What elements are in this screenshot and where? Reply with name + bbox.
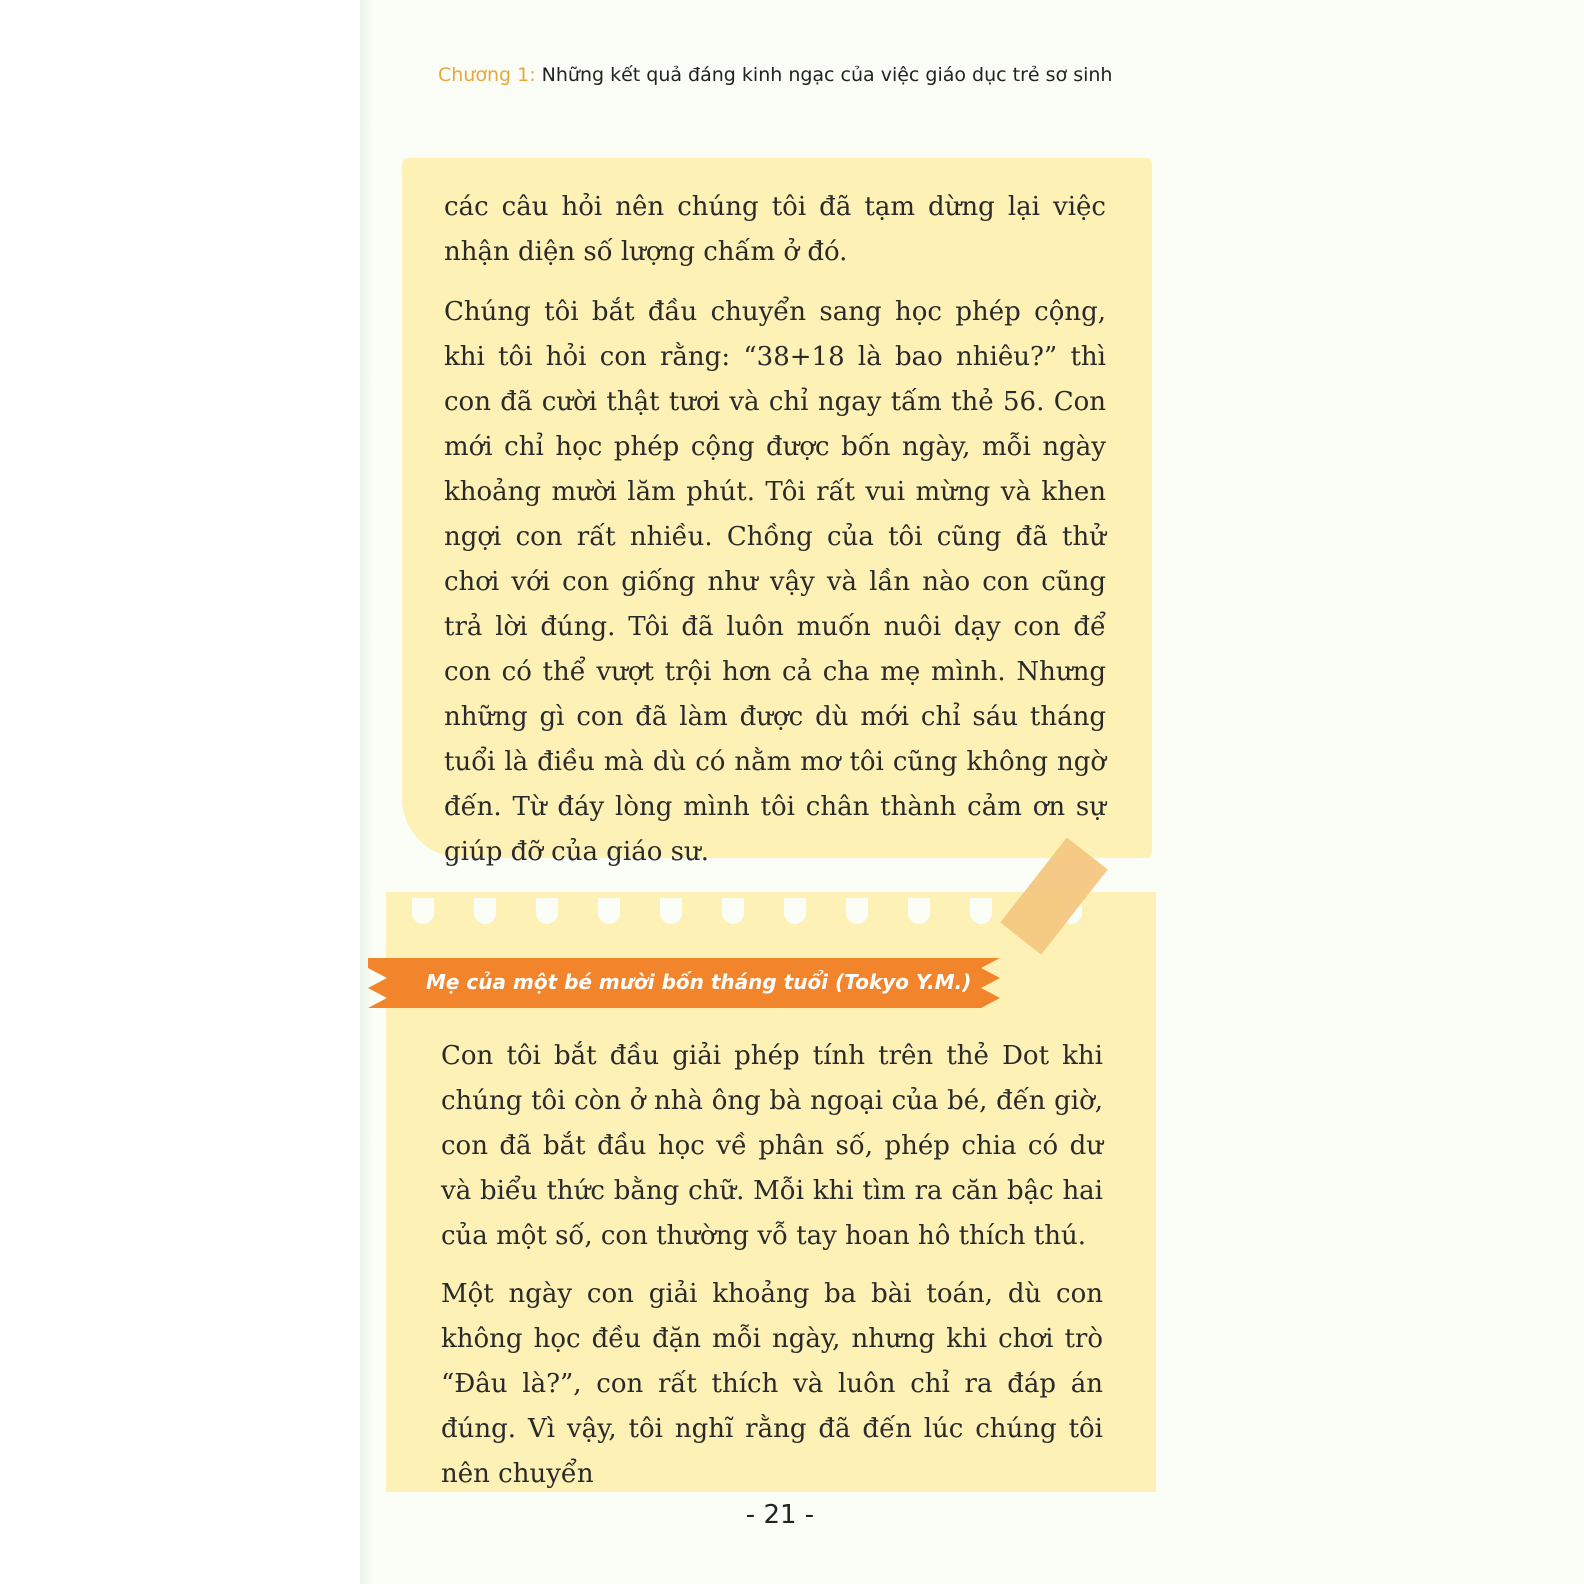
notebook-hole — [660, 898, 682, 924]
note1-paragraph-1: các câu hỏi nên chúng tôi đã tạm dừng lại việc nhận diện số lượng chấm ở đó. — [444, 192, 1106, 267]
chapter-label: Chương 1: — [438, 64, 536, 86]
notebook-hole — [722, 898, 744, 924]
notebook-hole — [598, 898, 620, 924]
notebook-hole — [908, 898, 930, 924]
page-gutter — [360, 0, 374, 1584]
note2-paragraph-1: Con tôi bắt đầu giải phép tính trên thẻ Dot khi chúng tôi còn ở nhà ông bà ngoại của bé, đến giờ, con đã bắt đầu học về phân số, phép chia có dư và biểu thức bằng chữ. Mỗi khi tìm ra căn bậc hai của một số, con thường vỗ tay hoan hô thích thú. — [441, 1041, 1103, 1251]
notebook-hole — [784, 898, 806, 924]
notebook-hole — [412, 898, 434, 924]
author-caption: Mẹ của một bé mười bốn tháng tuổi (Tokyo Y.M.) — [426, 970, 972, 994]
notebook-hole — [970, 898, 992, 924]
notebook-hole — [846, 898, 868, 924]
page-number: - 21 - — [745, 1500, 815, 1530]
note2-paragraph-2: Một ngày con giải khoảng ba bài toán, dù con không học đều đặn mỗi ngày, nhưng khi chơi trò “Đâu là?”, con rất thích và luôn chỉ ra đáp án đúng. Vì vậy, tôi nghĩ rằng đã đến lúc chúng tôi nên chuyển — [441, 1279, 1103, 1489]
notebook-hole — [474, 898, 496, 924]
running-header — [438, 64, 1138, 86]
note1-paragraph-2: Chúng tôi bắt đầu chuyển sang học phép cộng, khi tôi hỏi con rằng: “38+18 là bao nhiêu?” thì con đã cười thật tươi và chỉ ngay tấm thẻ 56. Con mới chỉ học phép cộng được bốn ngày, mỗi ngày khoảng mười lăm phút. Tôi rất vui mừng và khen ngợi con rất nhiều. Chồng của tôi cũng đã thử chơi với con giống như vậy và lần nào con cũng trả lời đúng. Tôi đã luôn muốn nuôi dạy con để con có thể vượt trội hơn cả cha mẹ mình. Nhưng những gì con đã làm được dù mới chỉ sáu tháng tuổi là điều mà dù có nằm mơ tôi cũng không ngờ đến. Từ đáy lòng mình tôi chân thành cảm ơn sự giúp đỡ của giáo sư. — [444, 297, 1106, 867]
notebook-hole — [536, 898, 558, 924]
scan-margin — [0, 0, 360, 1584]
chapter-title: Những kết quả đáng kinh ngạc của việc giáo dục trẻ sơ sinh — [541, 64, 1113, 86]
